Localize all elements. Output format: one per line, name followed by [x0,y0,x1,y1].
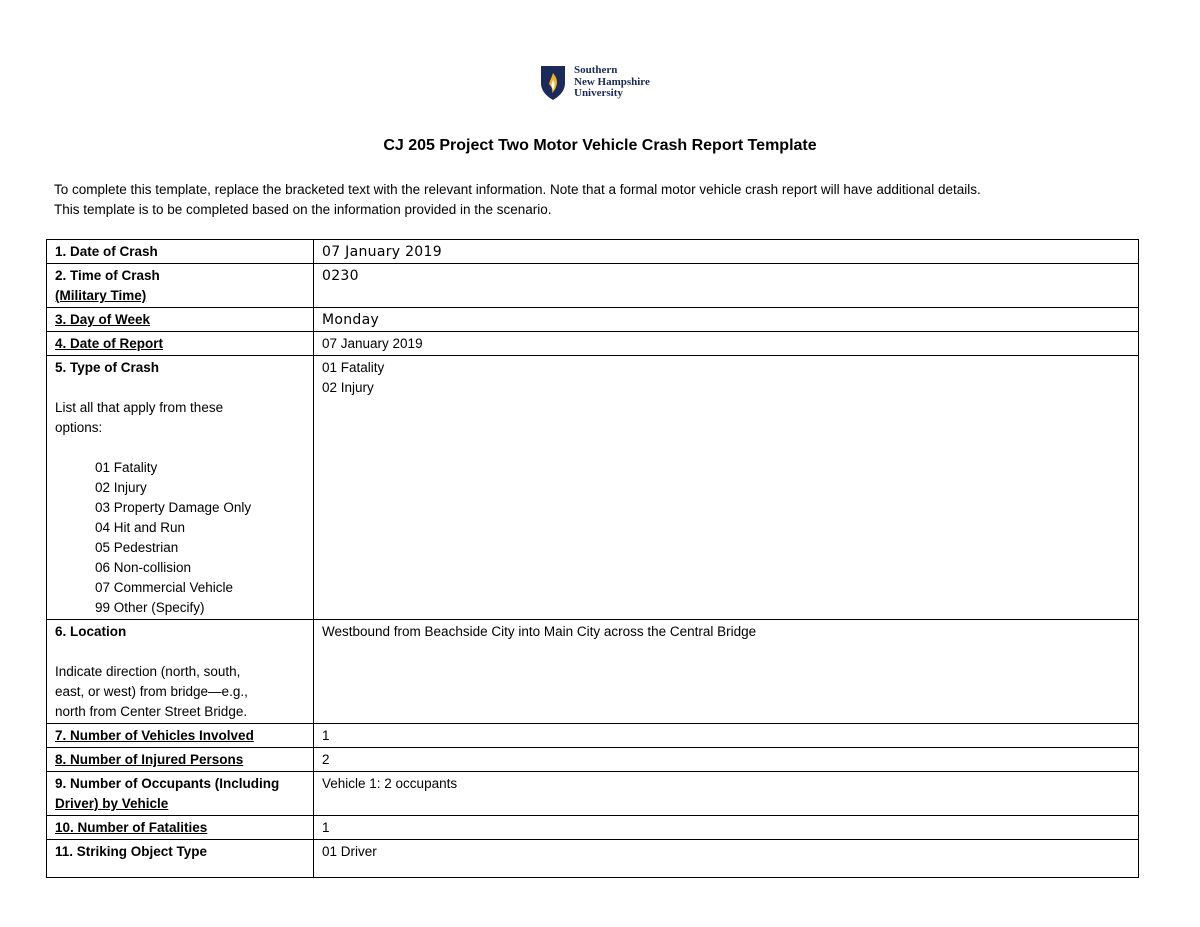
label-cell [47,772,314,816]
row-type-of-crash [47,356,1139,620]
page-title: CJ 205 Project Two Motor Vehicle Crash Report Template [383,137,817,154]
type-of-crash-value[interactable]: 01 Fatality [322,360,385,375]
row-time-of-crash [47,264,1139,308]
time-of-crash-value[interactable]: 0230 [322,268,359,284]
snhu-logo [540,65,680,105]
label-cell [47,240,314,264]
field-note: north from Center Street Bridge. [55,704,248,719]
value-cell[interactable] [314,724,1139,748]
field-label: 6. Location [55,624,127,639]
crash-type-option: 02 Injury [95,480,147,495]
value-cell[interactable] [314,332,1139,356]
value-cell[interactable] [314,264,1139,308]
striking-object-value[interactable]: 01 Driver [322,844,377,859]
row-vehicles-involved [47,724,1139,748]
value-cell[interactable] [314,308,1139,332]
instructions-line: To complete this template, replace the bracketed text with the relevant information. Note that a formal motor vehicle crash report will have additional details. [54,182,981,197]
row-striking-object [47,840,1139,878]
date-of-report-value[interactable]: 07 January 2019 [322,336,423,351]
label-cell [47,748,314,772]
field-label: 10. Number of Fatalities [55,820,208,835]
field-label: 4. Date of Report [55,336,164,351]
crash-type-option: 06 Non-collision [95,560,192,575]
crash-type-option: 05 Pedestrian [95,540,179,555]
value-cell[interactable] [314,748,1139,772]
value-cell[interactable] [314,356,1139,620]
logo-line: New Hampshire [574,75,650,88]
value-cell[interactable] [314,816,1139,840]
fatalities-value[interactable]: 1 [322,820,330,835]
label-cell [47,840,314,878]
crash-type-option: 03 Property Damage Only [95,500,252,515]
label-cell [47,816,314,840]
value-cell[interactable] [314,620,1139,724]
crash-report-table [46,239,1139,878]
row-injured-persons [47,748,1139,772]
row-date-of-report [47,332,1139,356]
date-of-crash-value[interactable]: 07 January 2019 [322,244,442,260]
crash-type-option: 99 Other (Specify) [95,600,205,615]
label-cell [47,356,314,620]
field-label: (Military Time) [55,288,147,303]
field-label: 8. Number of Injured Persons [55,752,244,767]
label-cell [47,620,314,724]
row-day-of-week [47,308,1139,332]
value-cell[interactable] [314,772,1139,816]
field-label: 1. Date of Crash [55,244,158,259]
crash-type-option: 07 Commercial Vehicle [95,580,234,595]
label-cell [47,308,314,332]
field-note: options: [55,420,103,435]
label-cell [47,332,314,356]
row-location [47,620,1139,724]
field-label: 9. Number of Occupants (Including [55,776,280,791]
label-cell [47,264,314,308]
field-label: 2. Time of Crash [55,268,160,283]
field-note: List all that apply from these [55,400,224,415]
instructions [54,180,1154,220]
field-label: Driver) by Vehicle [55,796,169,811]
instructions-line: This template is to be completed based on the information provided in the scenario. [54,202,552,217]
field-note: Indicate direction (north, south, [55,664,241,679]
row-fatalities [47,816,1139,840]
type-of-crash-value[interactable]: 02 Injury [322,380,374,395]
logo-line: Southern [574,64,618,76]
label-cell [47,724,314,748]
row-date-of-crash [47,240,1139,264]
field-label: 11. Striking Object Type [55,844,208,859]
occupants-value[interactable]: Vehicle 1: 2 occupants [322,776,458,791]
logo-line: University [574,87,623,99]
field-note: east, or west) from bridge—e.g., [55,684,248,699]
crash-type-option: 04 Hit and Run [95,520,186,535]
field-label: 7. Number of Vehicles Involved [55,728,254,743]
field-label: 3. Day of Week [55,312,151,327]
value-cell[interactable] [314,240,1139,264]
field-label: 5. Type of Crash [55,360,160,375]
day-of-week-value[interactable]: Monday [322,312,380,328]
logo-wordmark [574,65,650,100]
injured-persons-value[interactable]: 2 [322,752,330,767]
crash-type-option: 01 Fatality [95,460,158,475]
vehicles-involved-value[interactable]: 1 [322,728,330,743]
value-cell[interactable] [314,840,1139,878]
row-occupants [47,772,1139,816]
shield-flame-icon [540,65,566,101]
location-value[interactable]: Westbound from Beachside City into Main City across the Central Bridge [322,624,757,639]
